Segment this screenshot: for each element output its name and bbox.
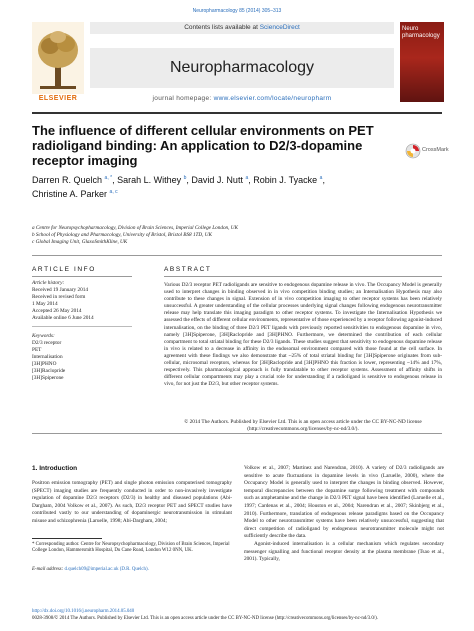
author-1[interactable]: Darren R. Quelch $^{a, *}$ <box>32 175 113 185</box>
sciencedirect-link[interactable]: ScienceDirect <box>259 24 300 31</box>
history-item: Received in revised form <box>32 294 86 300</box>
corresponding-author-note: * Corresponding author. Centre for Neuropsychopharmacology, Division of Brain Sciences, Imperial College London, Hammersmith Hospital, Du Cane Road, London W12 0NN, UK. <box>32 542 230 554</box>
abstract-heading: ABSTRACT <box>164 266 212 273</box>
history-item: Available online 6 June 2014 <box>32 315 94 321</box>
abstract-end-rule <box>32 433 442 434</box>
author-2[interactable]: Sarah L. Withey $^b$ <box>117 175 187 185</box>
author-3[interactable]: David J. Nutt $^a$ <box>191 175 249 185</box>
affiliation-rule <box>32 255 442 256</box>
crossmark-badge[interactable] <box>405 141 449 161</box>
keyword[interactable]: [3H]Spiperone <box>32 375 64 381</box>
legal-line: 0028-3908/© 2014 The Authors. Published by Elsevier Ltd. This is an open access article under the CC BY-NC-ND license (http://creativecommons.org/licenses/by-nc-nd/3.0/). <box>32 616 378 621</box>
footnote-rule <box>32 538 102 539</box>
article-info-heading: ARTICLE INFO <box>32 266 96 273</box>
intro-paragraph-right-b: Agonist-induced internalisation is a cellular mechanism which regulates secondary messenger signalling and functional receptor density at the plasma membrane (Tsao et al., 2001). Typically, <box>244 540 444 563</box>
affiliation-c: c Global Imaging Unit, GlaxoSmithKline, UK <box>32 239 128 245</box>
cover-title: Neuro pharmacology <box>402 26 440 39</box>
intro-paragraph-left: Positron emission tomography (PET) and single photon emission computerised tomography (SPECT) imaging studies are frequently conducted in order to non-invasively investigate regulation of dopamine D2/3 receptors (D2/3) in healthy and diseased populations (Abi-Dargham, 2004 Volkow et al., 2007). As such, D2/3 receptor PET and SPECT studies have contributed vastly to our understanding of dopaminergic neurotransmission in stimulant misuse and schizophrenia (Laruelle, 1998; Abi-Dargham, 2004; <box>32 480 232 524</box>
abstract-rule <box>164 276 442 277</box>
abstract-copyright[interactable]: © 2014 The Authors. Published by Elsevier Ltd. This is an open access article under the CC BY-NC-ND license (http://creativecommons.org/licenses/by-nc-nd/3.0/). <box>184 419 422 433</box>
journal-citation[interactable]: Neuropharmacology 85 (2014) 305–313 <box>192 8 282 14</box>
journal-name: Neuropharmacology <box>90 48 394 88</box>
elsevier-logo <box>32 22 84 94</box>
keyword[interactable]: Internalisation <box>32 354 63 360</box>
keyword[interactable]: D2/3 receptor <box>32 340 62 346</box>
crossmark-label: CrossMark <box>422 147 449 153</box>
history-item: 1 May 2014 <box>32 301 58 307</box>
elsevier-wordmark: ELSEVIER <box>38 95 78 102</box>
header-rule <box>32 112 442 114</box>
history-label: Article history: <box>32 280 65 286</box>
history-item: Received 19 January 2014 <box>32 287 89 293</box>
article-info-rule <box>32 276 132 277</box>
contents-bar <box>90 22 394 34</box>
intro-paragraph-right-a: Volkow et al., 2007; Martinez and Narendran, 2010). A variety of D2/3 radioligands are sensitive to acute fluctuations in dopamine levels in vivo (Laruelle, 2000), where the Occupancy Model is generally used to interpret the changes in binding observed. However, temporal discrepancies between the dopamine surge following treatment with compounds such as amphetamine and the change in D2/3 PET signal have been identified (Laruelle et al., 1997; Cardenas et al., 2004; Houston et al., 2004; Narendran et al., 2007; Skinbjerg et al., 2010). Furthermore, translation of endogenous release paradigms based on the Occupancy Model to other neurotransmitter systems have been relatively unsuccessful, suggesting that direct competition of radioligand by endogenous neurotransmitter molecule might not sufficiently describe the data. <box>244 465 444 540</box>
email-note <box>32 567 237 573</box>
doi-link[interactable]: http://dx.doi.org/10.1016/j.neuropharm.2014.05.040 <box>32 609 135 614</box>
email-label: E-mail address: <box>32 567 64 572</box>
intro-paragraph-right <box>244 465 444 564</box>
keyword[interactable]: PET <box>32 347 42 353</box>
article-title: The influence of different cellular environments on PET radioligand binding: An application to D2/3-dopamine receptor imaging <box>32 123 374 168</box>
author-list: Darren R. Quelch $^{a, *}$, Sarah L. Withey $^b$, David J. Nutt $^a$, Robin J. Tyacke $^a$, Christine A. Parker $^{a, c}$ <box>32 175 325 199</box>
keyword[interactable]: [3H]PHNO <box>32 361 57 367</box>
author-5[interactable]: Christine A. Parker $^{a, c}$ <box>32 189 118 199</box>
affiliation-b: b School of Physiology and Pharmacology, University of Bristol, Bristol BS8 1TD, UK <box>32 232 212 238</box>
keyword[interactable]: [3H]Raclopride <box>32 368 66 374</box>
section-heading-introduction: 1. Introduction <box>32 465 78 472</box>
email-link[interactable]: d.quelch09@imperial.ac.uk (D.R. Quelch). <box>64 567 149 572</box>
history-item: Accepted 26 May 2014 <box>32 308 82 314</box>
keywords-label: Keywords: <box>32 333 55 339</box>
abstract-text: Various D2/3 receptor PET radioligands are sensitive to endogenous dopamine release in vivo. The Occupancy Model is generally used to interpret changes in binding observed in in vivo competition binding studies; an Internalisation Hypothesis may also contribute to these changes in signal. Extension of in vivo competition imaging to other receptor systems has been relatively unsuccessful. A greater understanding of the cellular processes underlying signal changes following endogenous neurotransmitter release may help translate this imaging paradigm to other receptor systems. To investigate the Internalisation Hypothesis we assessed the effects of different cellular environments, representative of those experienced by a receptor following agonist-induced internalisation, on the binding of three D2/3 PET ligands with previously reported sensitivities to endogenous dopamine in vivo, namely [3H]Spiperone, [3H]Raclopride and [3H]PHNO. Furthermore, we determined the contribution of each cellular compartment to total striatal binding for these D2/3 ligands. These studies suggest that sensitivity to endogenous dopamine release in vivo is related to a decrease in affinity in the endosomal environment compared with those found at the cell surface. In agreement with these findings we also demonstrate that ~25% of total striatal binding for [3H]Spiperone originates from sub-cellular, microsomal receptors, whereas for [3H]Raclopride and [3H]PHNO this fraction is lower, representing ~14% and 17%, respectively. This pharmacological approach is fully translatable to other receptor systems. Assessment of affinity shifts in different cellular compartments may play a crucial role for understanding if a radioligand is sensitive to endogenous release in vivo, for not just the D2/3, but other receptor systems. <box>164 282 442 388</box>
homepage-link[interactable]: www.elsevier.com/locate/neuropharm <box>213 95 332 102</box>
homepage-prefix: journal homepage: <box>152 95 214 102</box>
contents-prefix: Contents lists available at <box>184 24 260 31</box>
info-divider <box>32 326 132 327</box>
journal-homepage <box>90 95 394 102</box>
affiliation-a: a Centre for Neuropsychopharmacology, Division of Brain Sciences, Imperial College London, UK <box>32 225 238 231</box>
author-4[interactable]: Robin J. Tyacke $^a$ <box>253 175 323 185</box>
